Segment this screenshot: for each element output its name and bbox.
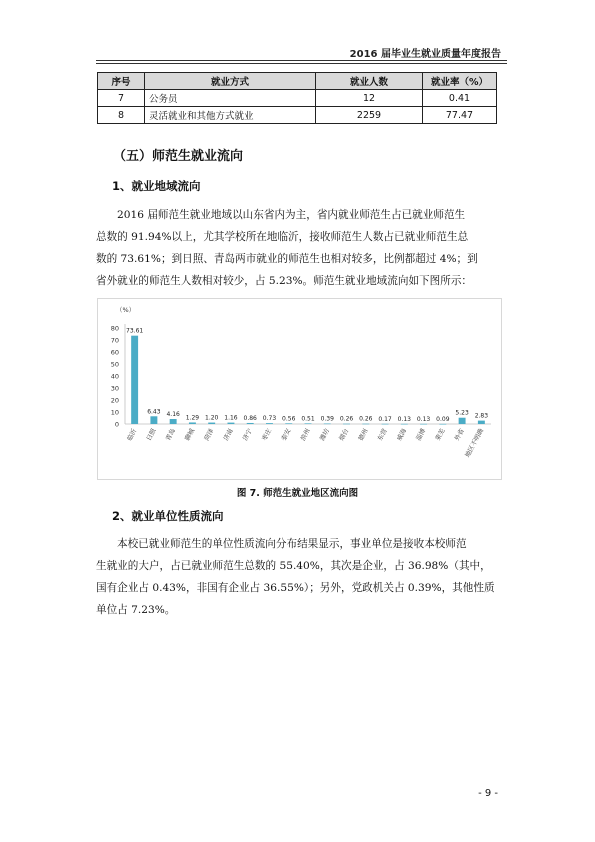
x-tick-label: 聊城: [184, 427, 197, 443]
x-tick-label: 烟台: [338, 427, 351, 443]
subsection-title-unit: 2、就业单位性质流向: [112, 509, 224, 523]
data-label: 0.56: [282, 415, 296, 423]
chart-bar: [305, 423, 312, 424]
table-header-row: [98, 73, 497, 90]
employment-table: [97, 72, 497, 124]
report-header-title: 2016 届毕业生就业质量年度报告: [349, 49, 501, 60]
table-cell: 7: [98, 90, 145, 107]
x-tick-label: 滨州: [299, 427, 312, 443]
chart-caption: 图 7. 师范生就业地区流向图: [236, 488, 359, 499]
table-cell: 灵活就业和其他方式就业: [145, 107, 316, 124]
region-flow-chart: [97, 298, 502, 480]
table-row: [98, 90, 497, 107]
chart-bar: [285, 423, 292, 424]
paragraph-unit-flow: [96, 533, 502, 621]
data-label: 0.51: [301, 415, 315, 423]
table-row: [98, 107, 497, 124]
data-label: 1.16: [224, 414, 238, 422]
data-label: 2.83: [474, 412, 489, 420]
table-cell: 0.41: [423, 90, 497, 107]
x-tick-label: 淄博: [415, 427, 428, 443]
paragraph-line: 省外就业的师范生人数相对较少，占 5.23%。师范生就业地域流向如下图所示：: [96, 275, 473, 287]
y-tick-label: 40: [110, 372, 119, 381]
chart-bar: [420, 424, 427, 425]
data-label: 0.39: [320, 415, 334, 423]
x-tick-label: 东营: [376, 427, 389, 443]
column-header: 就业人数: [316, 73, 423, 90]
column-header: 序号: [98, 73, 145, 90]
column-header: 就业率（%）: [423, 73, 497, 90]
x-tick-label: 德州: [357, 427, 370, 443]
data-label: 0.26: [339, 415, 354, 423]
chart-bar: [170, 419, 177, 424]
x-tick-label: 日照: [145, 427, 158, 443]
data-label: 0.17: [378, 415, 392, 423]
data-label: 5.23: [455, 409, 469, 417]
table-cell: 12: [316, 90, 423, 107]
x-tick-label: 济宁: [241, 427, 254, 443]
data-label: 4.16: [166, 411, 180, 419]
x-tick-label: 临沂: [126, 427, 139, 443]
paragraph-region-flow: [96, 204, 502, 292]
y-tick-label: 50: [110, 360, 119, 369]
chart-bar: [266, 423, 273, 424]
paragraph-line: 国有企业占 0.43%，非国有企业占 36.55%）；另外，党政机关占 0.39%，其他性质: [96, 582, 495, 594]
table-cell: 公务员: [145, 90, 316, 107]
paragraph-line: 本校已就业师范生的单位性质流向分布结果显示，事业单位是接收本校师范: [117, 538, 467, 550]
x-tick-label: 外省: [453, 427, 466, 443]
data-label: 0.86: [243, 414, 257, 422]
y-tick-label: 30: [110, 384, 119, 393]
subsection-title-region: 1、就业地域流向: [112, 179, 201, 193]
chart-bar: [401, 424, 408, 425]
data-label: 1.20: [205, 414, 219, 422]
data-label: 0.13: [397, 415, 411, 423]
x-tick-label: 菏泽: [203, 427, 216, 443]
x-tick-label: 地区不明确: [464, 427, 486, 459]
table-cell: 8: [98, 107, 145, 124]
x-tick-label: 济南: [222, 427, 235, 443]
chart-bar: [439, 424, 446, 425]
y-tick-label: 0: [114, 420, 119, 429]
x-tick-label: 潍坊: [318, 427, 332, 443]
paragraph-line: 总数的 91.94%以上，尤其学校所在地临沂，接收师范生人数占已就业师范生总: [96, 231, 469, 243]
x-tick-label: 青岛: [164, 427, 177, 443]
data-label: 73.61: [126, 327, 144, 335]
chart-bar: [324, 424, 331, 425]
paragraph-line: 2016 届师范生就业地域以山东省内为主，省内就业师范生占已就业师范生: [117, 209, 466, 221]
column-header: 就业方式: [145, 73, 316, 90]
y-tick-label: 60: [110, 348, 119, 357]
chart-bar: [459, 418, 466, 424]
data-label: 0.09: [436, 415, 450, 423]
x-tick-label: 莱芜: [434, 427, 447, 443]
paragraph-line: 数的 73.61%；到日照、青岛两市就业的师范生也相对较多，比例都超过 4%；到: [96, 253, 478, 265]
chart-bar: [150, 416, 157, 424]
header-rule-thin: [96, 63, 507, 64]
chart-bar: [208, 423, 215, 424]
chart-bar: [362, 424, 369, 425]
paragraph-line: 生就业的大户，占已就业师范生总数的 55.40%，其次是企业，占 36.98%（其中，: [96, 560, 491, 572]
chart-bar: [189, 422, 196, 424]
header-rule: [96, 60, 507, 61]
y-tick-label: 80: [110, 324, 119, 333]
y-unit-label: （%）: [116, 306, 136, 314]
x-tick-label: 威海: [395, 427, 409, 443]
data-label: 1.29: [185, 414, 200, 422]
paragraph-line: 单位占 7.23%。: [96, 604, 176, 616]
data-label: 6.43: [147, 408, 161, 416]
chart-bar: [131, 336, 138, 424]
chart-bar: [343, 424, 350, 425]
data-label: 0.73: [262, 415, 277, 423]
page-number: - 9 -: [478, 788, 498, 799]
data-label: 0.26: [359, 415, 373, 423]
chart-bar: [382, 424, 389, 425]
chart-bar: [227, 423, 234, 424]
data-label: 0.13: [416, 415, 431, 423]
chart-canvas: [98, 299, 501, 479]
table-cell: 2259: [316, 107, 423, 124]
chart-bar: [478, 421, 485, 424]
y-tick-label: 20: [110, 396, 119, 405]
y-tick-label: 70: [110, 336, 119, 345]
section-title: （五）师范生就业流向: [113, 149, 244, 164]
x-tick-label: 泰安: [280, 427, 293, 443]
chart-bar: [247, 423, 254, 424]
table-cell: 77.47: [423, 107, 497, 124]
x-tick-label: 枣庄: [261, 427, 274, 443]
y-tick-label: 10: [110, 408, 119, 417]
